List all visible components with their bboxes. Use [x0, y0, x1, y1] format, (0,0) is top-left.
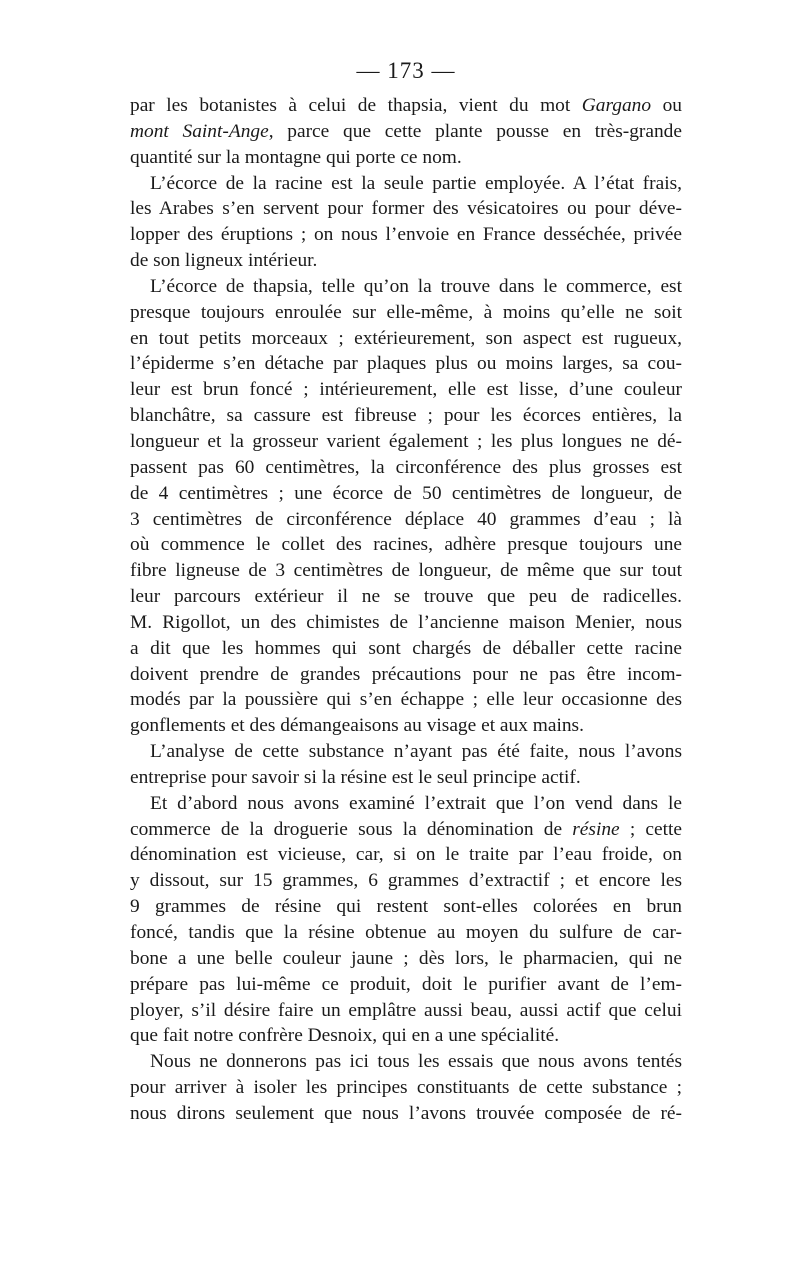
text-line: entreprise pour savoir si la résine est le seul principe actif. [130, 766, 581, 788]
text-line: longueur et la grosseur varient également ; les plus longues ne dé- [130, 430, 682, 452]
italic-term: résine [572, 818, 620, 840]
paragraph-5 [130, 791, 682, 1049]
text-line: a dit que les hommes qui sont chargés de déballer cette racine [130, 637, 682, 659]
text-line: passent pas 60 centimètres, la circonférence des plus grosses est [130, 456, 682, 478]
paragraph-1 [130, 93, 682, 171]
text-line: par les botanistes à celui de thapsia, vient du mot Gargano ou [130, 95, 682, 116]
text-line: fibre ligneuse de 3 centimètres de longueur, de même que sur tout [130, 560, 682, 582]
text-line: de son ligneux intérieur. [130, 250, 318, 272]
text-line: bone a une belle couleur jaune ; dès lors, le pharmacien, qui ne [130, 947, 682, 969]
text-line: pour arriver à isoler les principes constituants de cette substance ; [130, 1077, 682, 1099]
text-line: Et d’abord nous avons examiné l’extrait que l’on vend dans le [150, 792, 682, 814]
text-line: M. Rigollot, un des chimistes de l’ancienne maison Menier, nous [130, 611, 682, 633]
text-line: L’écorce de thapsia, telle qu’on la trouve dans le commerce, est [150, 275, 682, 297]
text-line: l’épiderme s’en détache par plaques plus ou moins larges, sa cou- [130, 353, 682, 375]
paragraph-3 [130, 274, 682, 739]
text-line: doivent prendre de grandes précautions pour ne pas être incom- [130, 663, 682, 685]
text-line: modés par la poussière qui s’en échappe ; elle leur occasionne des [130, 689, 682, 711]
text-line: commerce de la droguerie sous la dénomination de résine ; cette [130, 818, 682, 840]
text-line: 9 grammes de résine qui restent sont-elles colorées en brun [130, 896, 682, 918]
text-line: gonflements et des démangeaisons au visage et aux mains. [130, 715, 584, 737]
text-line: ployer, s’il désire faire un emplâtre aussi beau, aussi actif que celui [130, 999, 682, 1021]
text-line: leur est brun foncé ; intérieurement, elle est lisse, d’une couleur [130, 379, 682, 401]
italic-term: Gargano [581, 95, 652, 116]
page-number: — 173 — [356, 58, 456, 83]
paragraph-2 [130, 171, 682, 274]
text-line: quantité sur la montagne qui porte ce nom. [130, 146, 462, 168]
body-text [130, 93, 682, 1127]
text-line: blanchâtre, sa cassure est fibreuse ; pour les écorces entières, la [130, 405, 682, 427]
text-line: les Arabes s’en servent pour former des vésicatoires ou pour déve- [130, 198, 682, 220]
text-line: L’écorce de la racine est la seule partie employée. A l’état frais, [150, 172, 682, 194]
text-line: lopper des éruptions ; on nous l’envoie en France desséchée, privée [130, 224, 682, 246]
text-line: foncé, tandis que la résine obtenue au moyen du sulfure de car- [130, 922, 682, 943]
paragraph-6 [130, 1049, 682, 1127]
text-line: 3 centimètres de circonférence déplace 40 grammes d’eau ; là [130, 508, 682, 530]
text-line: y dissout, sur 15 grammes, 6 grammes d’extractif ; et encore les [130, 870, 682, 892]
text-line: L’analyse de cette substance n’ayant pas été faite, nous l’avons [150, 741, 682, 763]
text-line: dénomination est vicieuse, car, si on le traite par l’eau froide, on [130, 844, 682, 866]
text-line: prépare pas lui-même ce produit, doit le purifier avant de l’em- [130, 973, 682, 995]
text-line: de 4 centimètres ; une écorce de 50 centimètres de longueur, de [130, 482, 682, 504]
text-line: que fait notre confrère Desnoix, qui en a une spécialité. [130, 1025, 560, 1047]
text-line: en tout petits morceaux ; extérieurement, son aspect est rugueux, [130, 327, 682, 349]
text-line: où commence le collet des racines, adhère presque toujours une [130, 534, 682, 556]
italic-term: mont Saint-Ange [130, 120, 269, 142]
paragraph-4 [130, 739, 682, 791]
text-line: Nous ne donnerons pas ici tous les essais que nous avons tentés [150, 1051, 682, 1073]
text-line: presque toujours enroulée sur elle-même, à moins qu’elle ne soit [130, 301, 682, 323]
text-line: mont Saint-Ange, parce que cette plante pousse en très-grande [130, 120, 682, 142]
text-line: leur parcours extérieur il ne se trouve que peu de radicelles. [130, 586, 682, 608]
text-line: nous dirons seulement que nous l’avons trouvée composée de ré- [130, 1102, 682, 1124]
